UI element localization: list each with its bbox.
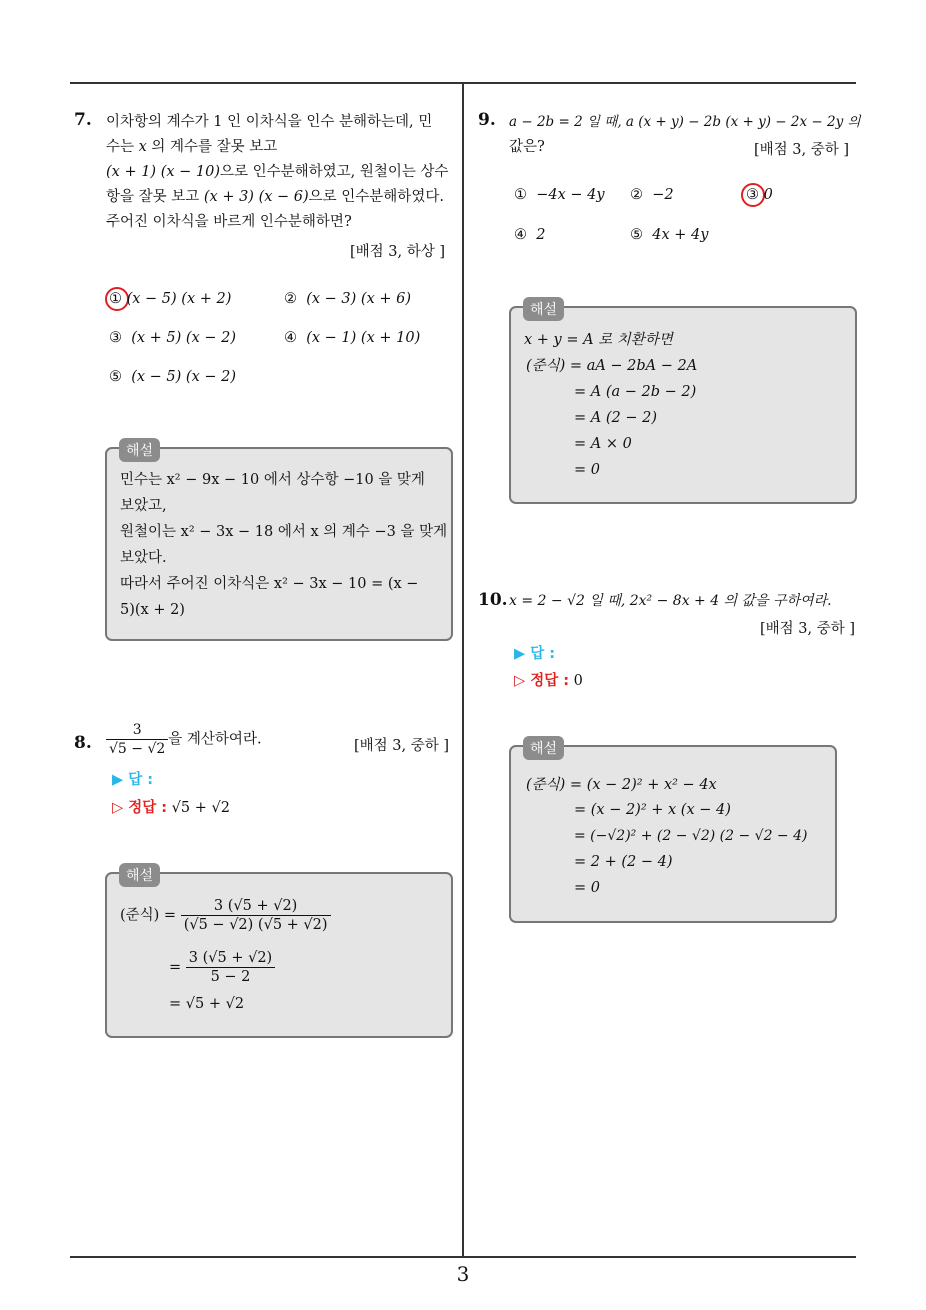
q10-explanation-box xyxy=(509,741,837,923)
fraction-numerator: 3 (√5 + √2) xyxy=(213,898,298,914)
option-mark: ④ xyxy=(514,227,527,243)
q7-line-3a: (x + 1) (x − 10) xyxy=(106,164,221,180)
fraction-numerator: 3 xyxy=(132,722,142,738)
q7-option-5[interactable] xyxy=(109,369,236,385)
q7-line-5: 주어진 이차식을 바르게 인수분해하면? xyxy=(106,214,352,230)
q10-explain-line-4: = 2 + (2 − 4) xyxy=(574,854,673,870)
question-7-number: 7. xyxy=(74,110,92,130)
option-text: (x − 5) (x + 2) xyxy=(126,291,232,307)
q8-step-2-fraction xyxy=(186,950,275,985)
q7-explain-line-2: 보았고, xyxy=(120,498,167,514)
option-mark: ③ xyxy=(746,187,759,203)
explanation-title: 해설 xyxy=(119,863,160,887)
option-mark: ② xyxy=(284,291,297,307)
q7-line-2-var: x xyxy=(138,139,147,155)
explanation-title: 해설 xyxy=(523,297,564,321)
q8-text: 을 계산하여라. xyxy=(168,731,262,748)
q8-answer-label xyxy=(112,771,153,789)
q9-line-1: a − 2b = 2 일 때, a (x + y) − 2b (x + y) − 2x − 2y 의 xyxy=(509,114,861,130)
q7-explain-line-1: 민수는 x² − 9x − 10 에서 상수항 −10 을 맞게 xyxy=(120,472,425,488)
q9-explanation-box xyxy=(509,302,857,504)
q10-explain-line-1: (준식) = (x − 2)² + x² − 4x xyxy=(526,777,717,793)
q8-fraction xyxy=(106,722,168,757)
q9-option-5[interactable] xyxy=(630,227,708,243)
q9-explain-line-2: (준식) = aA − 2bA − 2A xyxy=(526,358,698,374)
option-mark: ⑤ xyxy=(109,369,122,385)
q7-explain-line-6: 5)(x + 2) xyxy=(120,602,185,618)
q10-explain-line-5: = 0 xyxy=(574,880,600,896)
q8-score-tag: [배점 3, 중하 ] xyxy=(354,738,450,754)
correct-label: ▷ 정답 : xyxy=(112,800,168,816)
q7-explain-line-5: 따라서 주어진 이차식은 x² − 3x − 10 = (x − xyxy=(120,576,419,592)
q7-line-4b: (x + 3) (x − 6) xyxy=(203,189,309,205)
option-mark: ② xyxy=(630,187,643,203)
q10-answer-label xyxy=(514,645,555,663)
column-divider xyxy=(462,82,464,1257)
q7-score-tag: [배점 3, 하상 ] xyxy=(350,244,446,260)
q9-option-3[interactable] xyxy=(746,187,773,203)
q7-option-1[interactable] xyxy=(109,291,231,307)
q7-line-3b: 으로 인수분해하였고, 원철이는 상수 xyxy=(220,164,449,180)
fraction-denominator: √5 − √2 xyxy=(106,739,168,757)
q7-line-3 xyxy=(106,163,449,181)
q8-correct-answer xyxy=(112,799,230,817)
answer-label: ▶ 답 : xyxy=(112,772,154,788)
q9-explain-line-6: = 0 xyxy=(574,462,600,478)
option-mark: ⑤ xyxy=(630,227,643,243)
explanation-title: 해설 xyxy=(119,438,160,462)
q7-line-1: 이차항의 계수가 1 인 이차식을 인수 분해하는데, 민 xyxy=(106,114,433,130)
q7-option-3[interactable] xyxy=(109,330,236,346)
q9-explain-line-5: = A × 0 xyxy=(574,436,632,452)
q7-line-4 xyxy=(106,188,444,206)
q9-line-2: 값은? xyxy=(509,139,545,155)
option-text: 0 xyxy=(763,187,773,203)
q9-explain-line-1: x + y = A 로 치환하면 xyxy=(524,332,673,348)
fraction-numerator: 3 (√5 + √2) xyxy=(188,950,273,966)
q8-explanation-box xyxy=(105,868,453,1038)
q9-score-tag: [배점 3, 중하 ] xyxy=(754,142,850,158)
bottom-rule xyxy=(70,1256,856,1258)
q8-step-3: = √5 + √2 xyxy=(169,996,245,1012)
q7-line-2 xyxy=(106,138,277,156)
q8-step-1-fraction xyxy=(181,898,331,933)
q9-option-1[interactable] xyxy=(514,187,605,203)
q10-explain-line-3: = (−√2)² + (2 − √2) (2 − √2 − 4) xyxy=(574,828,808,844)
q9-explain-line-3: = A (a − 2b − 2) xyxy=(574,384,697,400)
option-text: 4x + 4y xyxy=(652,227,709,243)
option-text: −2 xyxy=(652,187,674,203)
q9-explain-line-4: = A (2 − 2) xyxy=(574,410,657,426)
q7-explain-line-4: 보았다. xyxy=(120,550,167,566)
q10-score-tag: [배점 3, 중하 ] xyxy=(760,621,856,637)
option-text: (x − 3) (x + 6) xyxy=(306,291,411,307)
q10-line-1: x = 2 − √2 일 때, 2x² − 8x + 4 의 값을 구하여라. xyxy=(509,593,832,609)
fraction-denominator: (√5 − √2) (√5 + √2) xyxy=(181,915,331,933)
q10-explain-line-2: = (x − 2)² + x (x − 4) xyxy=(574,802,731,818)
correct-value: √5 + √2 xyxy=(171,800,230,816)
option-text: (x + 5) (x − 2) xyxy=(131,330,236,346)
page-number: 3 xyxy=(456,1262,470,1286)
q7-option-4[interactable] xyxy=(284,330,420,346)
q8-lhs: (준식) xyxy=(120,907,160,924)
q7-explain-line-3: 원철이는 x² − 3x − 18 에서 x 의 계수 −3 을 맞게 xyxy=(120,524,448,540)
question-8-number: 8. xyxy=(74,733,92,753)
q7-line-2b: 의 계수를 잘못 보고 xyxy=(151,139,278,155)
option-mark: ① xyxy=(514,187,527,203)
explanation-title: 해설 xyxy=(523,736,564,760)
correct-value: 0 xyxy=(573,673,583,689)
question-10-number: 10. xyxy=(478,590,508,610)
q7-explanation-box xyxy=(105,443,453,641)
option-text: (x − 1) (x + 10) xyxy=(306,330,421,346)
option-text: (x − 5) (x − 2) xyxy=(131,369,236,385)
q7-option-2[interactable] xyxy=(284,291,411,307)
q7-line-4a: 항을 잘못 보고 xyxy=(106,189,200,205)
q7-line-4c: 으로 인수분해하였다. xyxy=(308,189,444,205)
q8-expression xyxy=(106,722,262,757)
answer-label: ▶ 답 : xyxy=(514,646,556,662)
fraction-denominator: 5 − 2 xyxy=(186,967,275,985)
q7-line-2a: 수는 xyxy=(106,139,135,155)
question-9-number: 9. xyxy=(478,110,496,130)
option-mark: ① xyxy=(109,291,122,307)
q9-option-4[interactable] xyxy=(514,227,545,243)
option-text: 2 xyxy=(536,227,546,243)
q8-step-1: (준식) = $\frac{3 (√5 + √2)}{(√5 - √2) (√5 + √2)}$ xyxy=(120,898,331,933)
q8-step-2: = $\frac{3 (√5 + √2)}{5 - 2}$ xyxy=(169,950,275,985)
q10-correct-answer xyxy=(514,672,583,690)
option-mark: ④ xyxy=(284,330,297,346)
q9-option-2[interactable] xyxy=(630,187,674,203)
option-mark: ③ xyxy=(109,330,122,346)
correct-label: ▷ 정답 : xyxy=(514,673,570,689)
option-text: −4x − 4y xyxy=(536,187,605,203)
